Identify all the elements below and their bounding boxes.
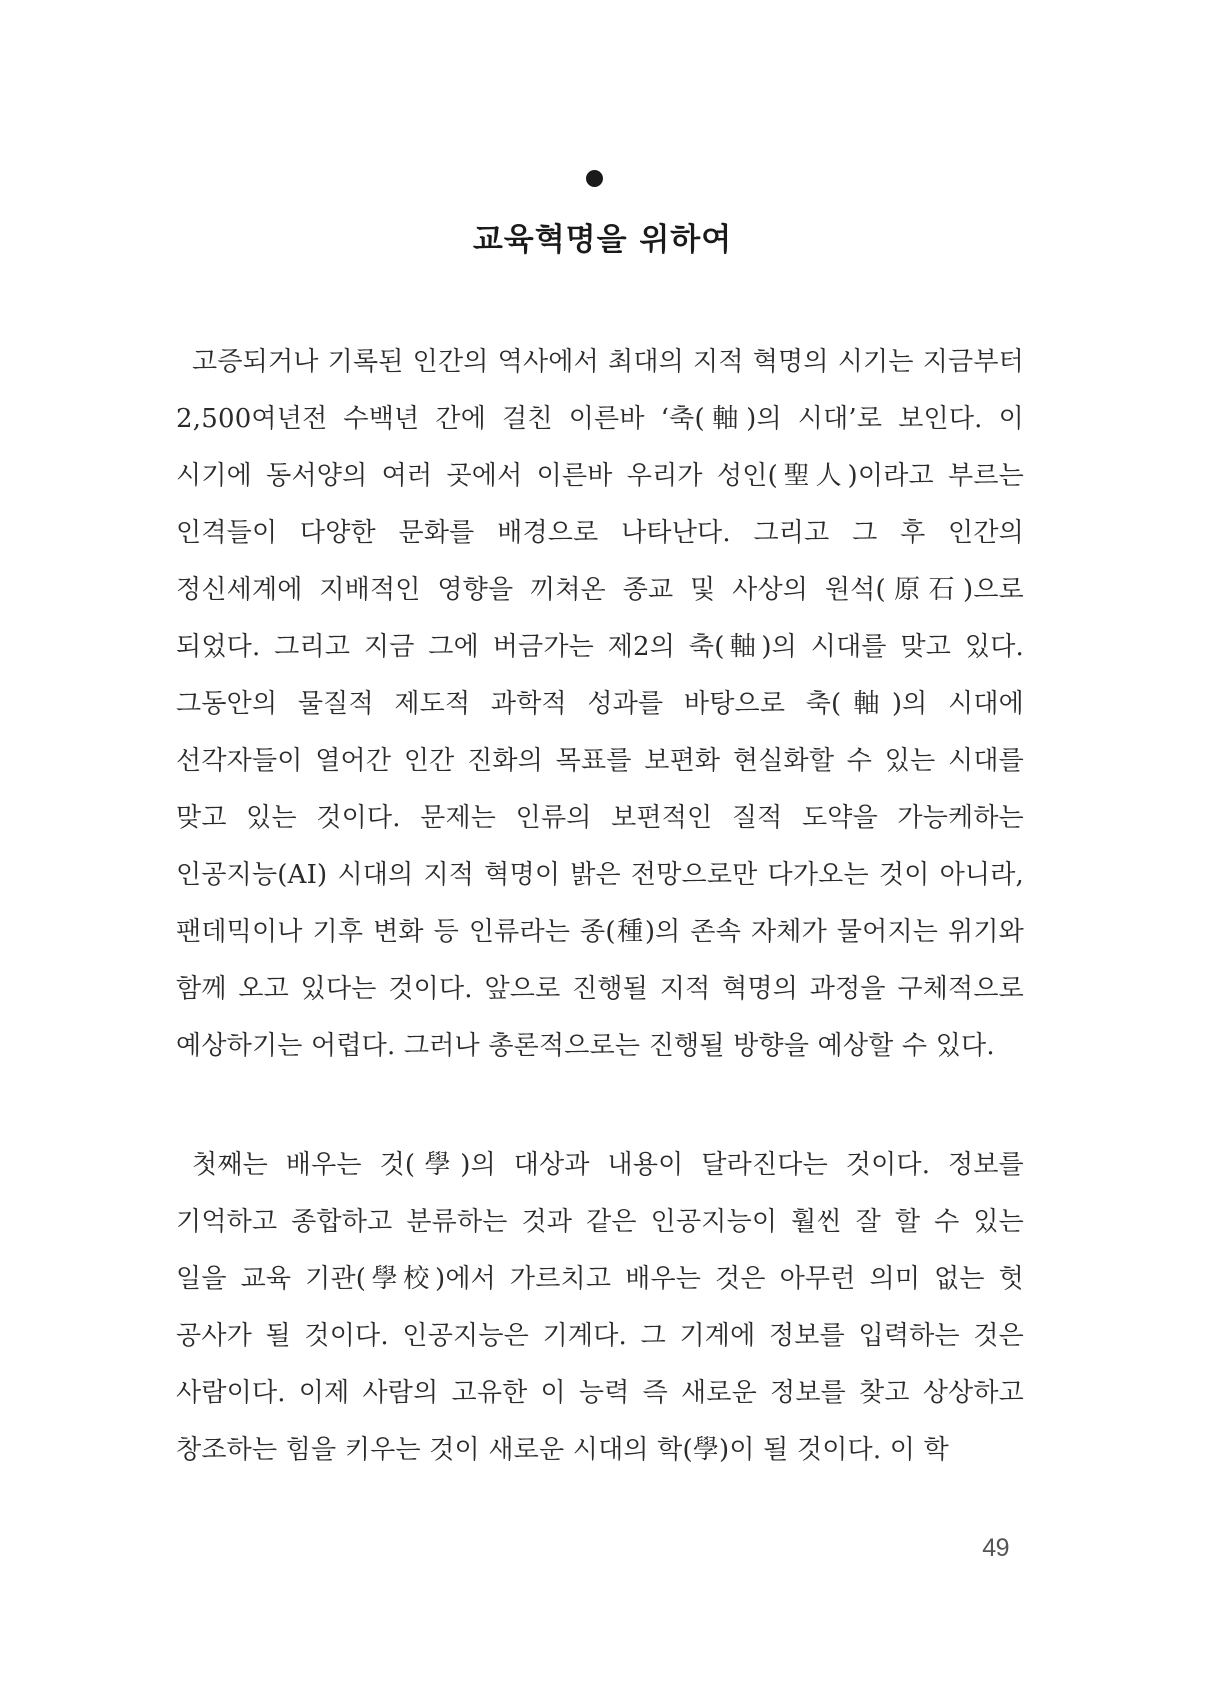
paragraph-2-text: 첫째는 배우는 것(學)의 대상과 내용이 달라진다는 것이다. 정보를 기억하고 종합하고 분류하는 것과 같은 인공지능이 훨씬 잘 할 수 있는 일을 교육 기관(學校)에서 가르치고 배우는 것은 아무런 의미 없는 헛 공사가 될 것이다. 인공지능은 기계다. 그 기계에 정보를 입력하는 것은 사람이다. 이제 사람의 고유한 이 능력 즉 새로운 정보를 찾고 상상하고 창조하는 힘을 키우는 것이 새로운 시대의 학(學)이 될 것이다. 이 학 xyxy=(176,1150,1024,1465)
section-bullet-icon xyxy=(586,170,603,187)
page-number: 49 xyxy=(982,1534,1009,1562)
chapter-title: 교육혁명을 위하여 xyxy=(472,222,733,258)
paragraph-1 xyxy=(176,334,1024,1075)
paragraph-1-text: 고증되거나 기록된 인간의 역사에서 최대의 지적 혁명의 시기는 지금부터 2,500여년전 수백년 간에 걸친 이른바 ‘축(軸)의 시대’로 보인다. 이 시기에 동서양의 여러 곳에서 이른바 우리가 성인(聖人)이라고 부르는 인격들이 다양한 문화를 배경으로 나타난다. 그리고 그 후 인간의 정신세계에 지배적인 영향을 끼쳐온 종교 및 사상의 원석(原石)으로 되었다. 그리고 지금 그에 버금가는 제2의 축(軸)의 시대를 맞고 있다. 그동안의 물질적 제도적 과학적 성과를 바탕으로 축(軸)의 시대에 선각자들이 열어간 인간 진화의 목표를 보편화 현실화할 수 있는 시대를 맞고 있는 것이다. 문제는 인류의 보편적인 질적 도약을 가능케하는 인공지능(AI) 시대의 지적 혁명이 밝은 전망으로만 다가오는 것이 아니라, 팬데믹이나 기후 변화 등 인류라는 종(種)의 존속 자체가 물어지는 위기와 함께 오고 있다는 것이다. 앞으로 진행될 지적 혁명의 과정을 구체적으로 예상하기는 어렵다. 그러나 총론적으로는 진행될 방향을 예상할 수 있다. xyxy=(176,347,1024,1061)
paragraph-2 xyxy=(176,1137,1024,1479)
